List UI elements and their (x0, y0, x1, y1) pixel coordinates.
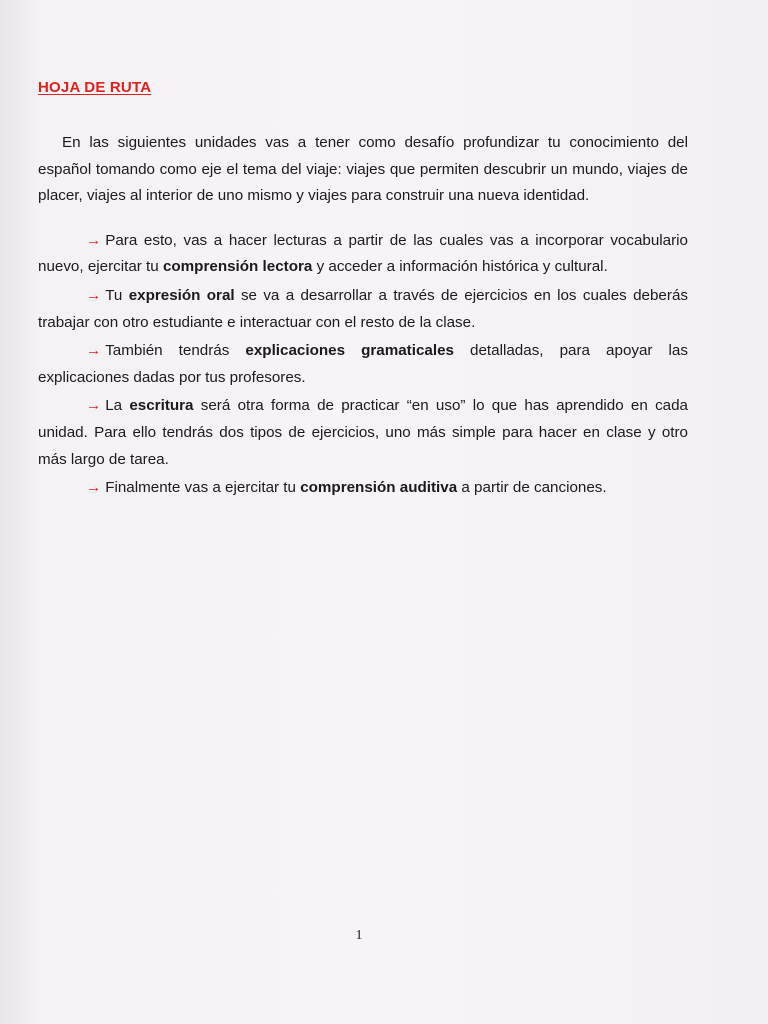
page-title: HOJA DE RUTA (38, 79, 152, 96)
list-item-writing (38, 393, 688, 473)
arrow-icon: → (86, 342, 102, 360)
list-item-emphasis: explicaciones gramaticales (245, 342, 454, 360)
intro-paragraph: En las siguientes unidades vas a tener como desafío profundizar tu conocimiento del español tomando como eje el tema del viaje: viajes que permiten descubrir un mundo, viajes de placer, viajes al interior de uno mismo y viajes para construir una nueva identidad. (38, 134, 688, 205)
list-item-text: La (105, 397, 130, 415)
page-number: 1 (355, 928, 363, 943)
list-item-reading (38, 228, 688, 281)
list-item-text: detalladas, para apoyar las explicaciones dadas por tus profesores. (38, 342, 688, 386)
list-item-text: se va a desarrollar a través de ejercicios en los cuales deberás trabajar con otro estudiante e interactuar con el resto de la clase. (38, 286, 688, 331)
list-item-text: También tendrás (105, 342, 246, 360)
list-item-emphasis: expresión oral (128, 286, 235, 304)
list-item-oral (38, 283, 688, 336)
arrow-icon: → (86, 397, 102, 415)
list-item-text: Finalmente vas a ejercitar tu (105, 479, 301, 497)
arrow-icon: → (86, 479, 102, 497)
list-item-text: será otra forma de practicar “en uso” lo que has aprendido en cada unidad. Para ello tendrás dos tipos de ejercicios, uno más simple para hacer en clase y otro más largo de tarea. (38, 397, 688, 468)
list-item-grammar (38, 338, 688, 391)
list-item-text: y acceder a información histórica y cultural. (312, 258, 608, 276)
list-item-listening (38, 475, 688, 502)
list-item-emphasis: comprensión auditiva (300, 479, 458, 497)
arrow-icon: → (86, 286, 102, 304)
list-item-text: Para esto, vas a hacer lecturas a partir de las cuales vas a incorporar vocabulario nuevo, ejercitar tu (38, 231, 688, 276)
list-item-emphasis: comprensión lectora (162, 258, 313, 276)
arrow-icon: → (86, 231, 102, 249)
list-item-text: Tu (105, 286, 129, 304)
document-body (38, 130, 688, 502)
list-item-emphasis: escritura (129, 397, 194, 415)
list-item-text: a partir de canciones. (457, 479, 607, 497)
